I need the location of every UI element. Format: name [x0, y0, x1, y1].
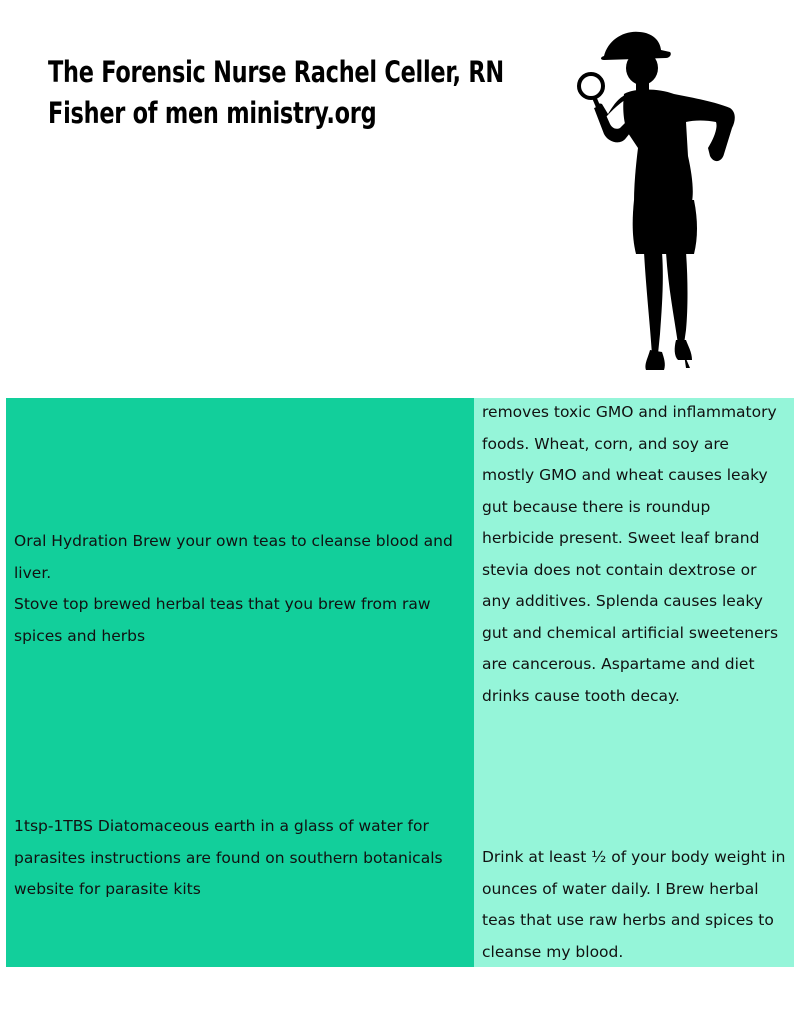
content-table	[6, 398, 794, 967]
title-line-1: The Forensic Nurse Rachel Celler, RN	[48, 55, 504, 89]
herbal-tea-text: Stove top brewed herbal teas that you brew from raw spices and herbs	[14, 595, 431, 645]
left-column	[6, 398, 474, 967]
water-intake-text: Drink at least ½ of your body weight in ounces of water daily. I Brew herbal teas that use raw herbs and spices to cleanse my blood.	[482, 848, 786, 961]
right-column	[474, 398, 794, 967]
hydration-text: Oral Hydration Brew your own teas to cleanse blood and liver.	[14, 532, 453, 582]
title-line-2: Fisher of men ministry.org	[48, 96, 377, 130]
detective-silhouette-icon	[574, 24, 744, 372]
gmo-text: removes toxic GMO and inflammatory foods. Wheat, corn, and soy are mostly GMO and wheat causes leaky gut because there is roundup herbicide present. Sweet leaf brand stevia does not contain dextrose or any additives. Splenda causes leaky gut and chemical artificial sweeteners are cancerous. Aspartame and diet drinks cause tooth decay.	[482, 403, 779, 705]
diatomaceous-earth-text: 1tsp-1TBS Diatomaceous earth in a glass of water for parasites instructions are found on southern botanicals website for parasite kits	[14, 817, 443, 898]
water-intake-section	[482, 842, 786, 968]
page-title	[48, 52, 568, 134]
diatomaceous-earth-section	[14, 811, 466, 906]
gmo-section	[482, 397, 786, 712]
hydration-section	[14, 526, 466, 652]
